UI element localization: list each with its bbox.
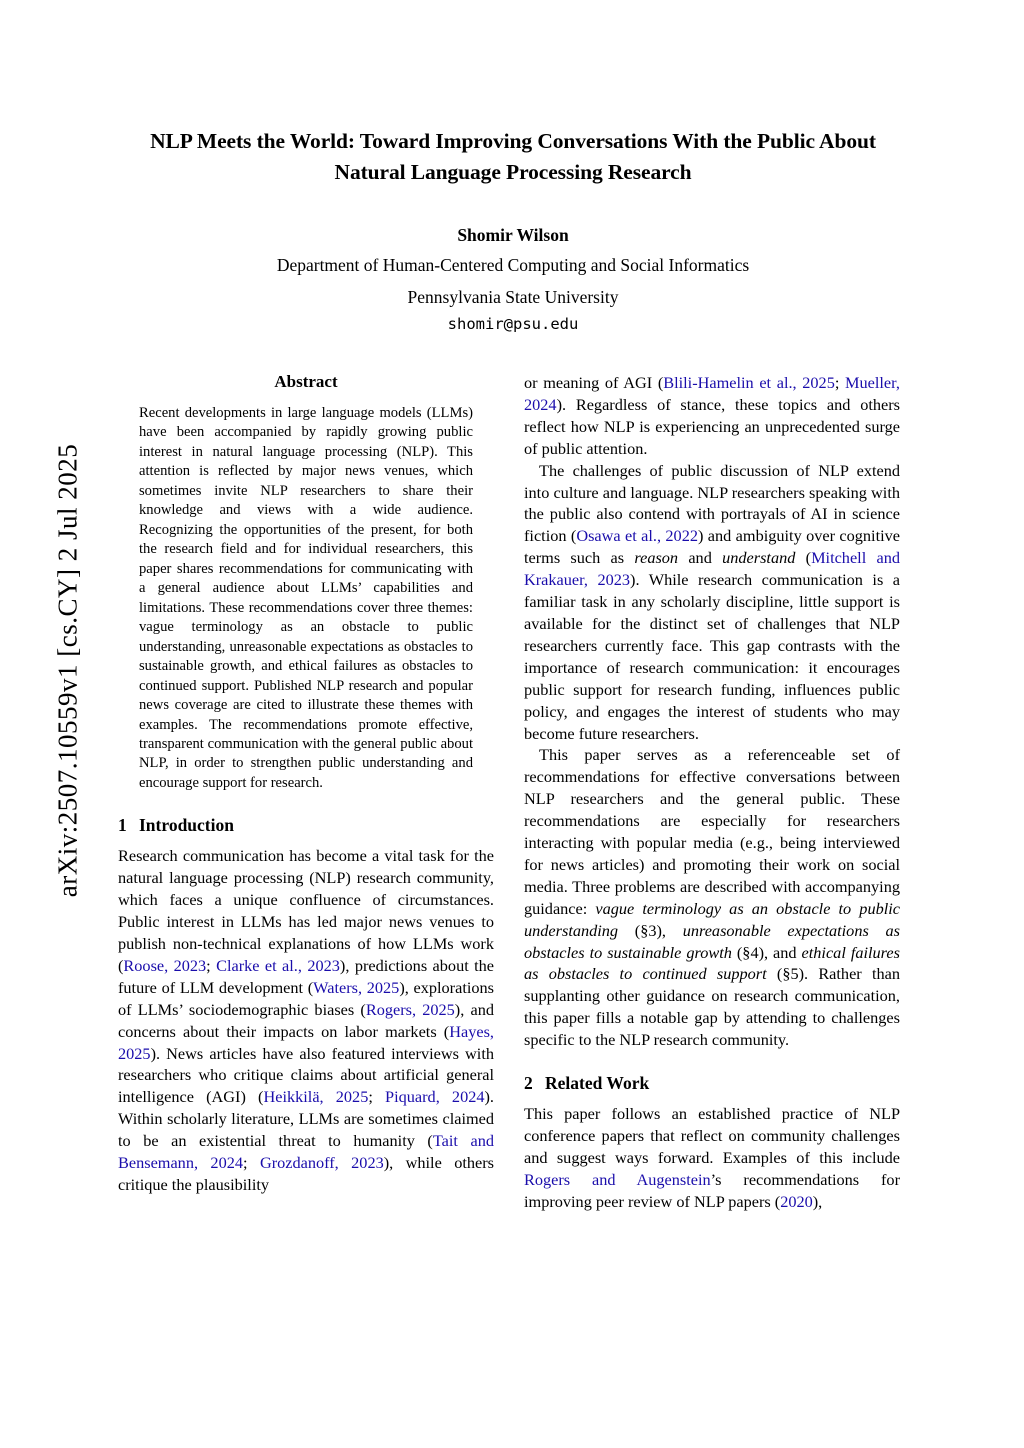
intro-paragraph: Research communication has become a vital task for the natural language processing (NLP) research community, which faces a unique confluence of circumstances. Public interest in LLMs has led major news venues to publish non-technical explanations of how LLMs work (Roose, 2023; Clarke et al., 2023), predictions about the future of LLM development (Waters, 2025), explorations of LLMs’ sociodemographic biases (Rogers, 2025), and concerns about their impacts on labor markets (Hayes, 2025). News articles have also featured interviews with researchers who critique claims about artificial general intelligence (AGI) (Heikkilä, 2025; Piquard, 2024). Within scholarly literature, LLMs are sometimes claimed to be an existential threat to humanity (Tait and Bensemann, 2024; Grozdanoff, 2023), while others critique the plausibility (118, 846, 495, 1194)
emphasis-text: reason (634, 548, 679, 568)
section-title: Introduction (139, 815, 234, 836)
citation-link[interactable]: Tait and Bensemann, 2024 (118, 1131, 494, 1173)
right-paragraph-1: or meaning of AGI (Blili-Hamelin et al., 2025; Mueller, 2024). Regardless of stance, these topics and others reflect how NLP is experiencing an unprecedented surge of public attention. (524, 373, 900, 458)
citation-link[interactable]: Rogers and Augenstein (524, 1169, 711, 1189)
citation-link[interactable]: Roose, 2023 (123, 955, 207, 975)
author-institution: Pennsylvania State University (407, 287, 619, 308)
body-columns (118, 372, 910, 1362)
right-paragraph-3: This paper serves as a referenceable set of recommendations for effective conversations between NLP researchers and the general public. These recommendations are especially for researchers interacting with popular media (e.g., being interviewed for news articles) and promoting their work on social media. Three problems are described with accompanying guidance: vague terminology as an obstacle to public understanding (§3), unreasonable expectations as obstacles to sustainable growth (§4), and ethical failures as obstacles to continued support (§5). Rather than supplanting other guidance on research communication, this paper fills a notable gap by attending to challenges specific to the NLP research community. (524, 745, 900, 1050)
citation-link[interactable]: Piquard, 2024 (385, 1087, 485, 1107)
citation-link[interactable]: Mueller, 2024 (524, 373, 900, 414)
abstract-heading: Abstract (274, 372, 338, 391)
title-block (118, 126, 908, 333)
section-title: Related Work (545, 1073, 650, 1094)
citation-link[interactable]: Rogers, 2025 (365, 999, 455, 1019)
citation-link[interactable]: Grozdanoff, 2023 (259, 1153, 384, 1173)
left-column (118, 372, 494, 1196)
citation-link[interactable]: Clarke et al., 2023 (216, 955, 340, 975)
citation-link[interactable]: 2020 (780, 1191, 813, 1211)
related-work-paragraph: This paper follows an established practice of NLP conference papers that reflect on community challenges and suggest ways forward. Examples of this include Rogers and Augenstein’s recommendations for improving peer review of NLP papers (2020), (524, 1104, 900, 1211)
emphasis-text: unreasonable expectations as obstacles to sustainable growth (524, 920, 900, 962)
section-number: 1 (118, 815, 127, 836)
abstract-text: Recent developments in large language models (LLMs) have been accompanied by rapidly growing public interest in natural language processing (NLP). This attention is reflected by major news venues, which sometimes invite NLP researchers to share their knowledge and views with a wide audience. Recognizing the opportunities of the present, for both the research field and for individual researchers, this paper shares recommendations for communicating with a general audience about LLMs’ capabilities and limitations. These recommendations cover three themes: vague terminology as an obstacle to public understanding, unreasonable expectations as obstacles to sustainable growth, and ethical failures as obstacles to continued support. Published NLP research and popular news coverage are cited to illustrate these themes with examples. The recommendations promote effective, transparent communication with the general public about NLP, in order to strengthen public understanding and encourage support for research. (139, 405, 473, 791)
section-heading-related-work (524, 1073, 900, 1094)
section-number: 2 (524, 1073, 533, 1094)
arxiv-identifier-stamp: arXiv:2507.10559v1 [cs.CY] 2 Jul 2025 (52, 443, 83, 898)
citation-link[interactable]: Mitchell and Krakauer, 2023 (524, 548, 900, 590)
author-department: Department of Human-Centered Computing and Social Informatics (276, 255, 750, 276)
right-column (524, 372, 900, 1213)
author-name: Shomir Wilson (457, 225, 569, 246)
right-paragraph-2: The challenges of public discussion of NLP extend into culture and language. NLP researchers speaking with the public also contend with portrayals of AI in science fiction (Osawa et al., 2022) and ambiguity over cognitive terms such as reason and understand (Mitchell and Krakauer, 2023). While research communication is a familiar task in any scholarly discipline, little support is available for the distinct set of challenges that NLP researchers currently face. This gap contrasts with the importance of research communication: it encourages public support for research funding, influences public policy, and engages the interest of students who may become future researchers. (524, 460, 900, 743)
section-heading-introduction (118, 815, 494, 836)
citation-link[interactable]: Waters, 2025 (313, 977, 400, 997)
page-title: NLP Meets the World: Toward Improving Conversations With the Public About Natural Language Processing Research (150, 129, 876, 184)
author-email: shomir@psu.edu (447, 314, 579, 333)
emphasis-text: ethical failures as obstacles to continued support (524, 942, 900, 984)
emphasis-text: understand (722, 548, 796, 568)
citation-link[interactable]: Hayes, 2025 (118, 1021, 494, 1063)
citation-link[interactable]: Osawa et al., 2022 (576, 526, 698, 546)
emphasis-text: vague terminology as an obstacle to public understanding (524, 898, 900, 940)
citation-link[interactable]: Heikkilä, 2025 (263, 1087, 369, 1107)
citation-link[interactable]: Blili-Hamelin et al., 2025 (663, 373, 835, 392)
